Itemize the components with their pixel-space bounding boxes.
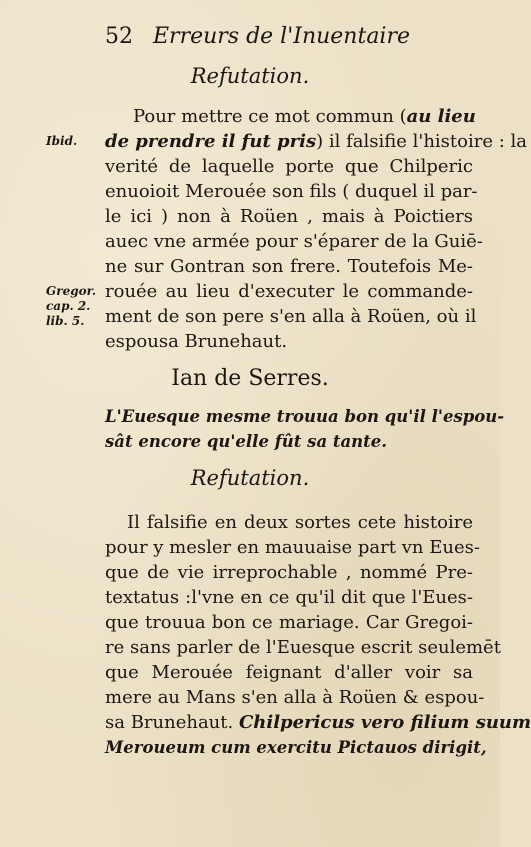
text-line: ment de son pere s'en alla à Roüen, où il: [105, 306, 477, 327]
text-line: enuoioit Merouée son fils ( duquel il par-: [105, 181, 478, 202]
text-line: mere au Mans s'en alla à Roüen & espou-: [105, 687, 485, 708]
text-span: ) il falsifie l'histoire : la: [316, 131, 527, 152]
latin-quote-span: Chilpericus vero filium suum: [238, 712, 531, 733]
section-heading-refutation-2: Refutation.: [190, 466, 310, 490]
text-line: que de vie irreprochable , nommé Pre-: [105, 562, 473, 583]
quote-line: L'Euesque mesme trouua bon qu'il l'espou-: [105, 407, 505, 426]
text-line: espousa Brunehaut.: [105, 331, 288, 352]
text-line: verité de laquelle porte que Chilperic: [105, 156, 473, 177]
margin-note-lib: lib. 5.: [46, 314, 85, 328]
text-span: Il falsifie en deux sortes cete histoire: [127, 512, 473, 533]
text-span: Pour mettre ce mot commun (: [133, 106, 407, 127]
text-line: textatus :l'vne en ce qu'il dit que l'Eues-: [105, 587, 473, 608]
text-line: que Merouée feignant d'aller voir sa: [105, 662, 473, 683]
text-line: ne sur Gontran son frere. Toutefois Me-: [105, 256, 473, 277]
italic-span: au lieu: [406, 106, 476, 127]
section-heading-ian-de-serres: Ian de Serres.: [171, 366, 329, 391]
text-line: [105, 710, 531, 735]
text-line: rouée au lieu d'executer le commande-: [105, 281, 473, 302]
margin-note-cap: cap. 2.: [46, 299, 91, 313]
page-header: [105, 24, 410, 49]
latin-quote-line: Meroueum cum exercitu Pictauos dirigit,: [105, 738, 487, 757]
text-line: [105, 510, 473, 535]
text-line: le ici ) non à Roüen , mais à Poictiers: [105, 206, 473, 227]
text-line: que trouua bon ce mariage. Car Gregoi-: [105, 612, 473, 633]
running-title: Erreurs de l'Inuentaire: [153, 24, 411, 49]
text-line: [105, 104, 476, 129]
text-line: auec vne armée pour s'éparer de la Guiē-: [105, 231, 483, 252]
text-span: sa Brunehaut.: [105, 712, 239, 733]
text-line: re sans parler de l'Euesque escrit seulemēt: [105, 637, 501, 658]
section-heading-refutation-1: Refutation.: [190, 64, 310, 88]
text-line: [105, 129, 527, 154]
page-number: 52: [105, 24, 133, 49]
quote-line: sât encore qu'elle fût sa tante.: [105, 432, 388, 451]
text-line: pour y mesler en mauuaise part vn Eues-: [105, 537, 480, 558]
margin-note-ibid: Ibid.: [46, 134, 78, 148]
margin-note-gregor: Gregor.: [46, 284, 96, 298]
italic-span: de prendre il fut pris: [105, 131, 317, 152]
